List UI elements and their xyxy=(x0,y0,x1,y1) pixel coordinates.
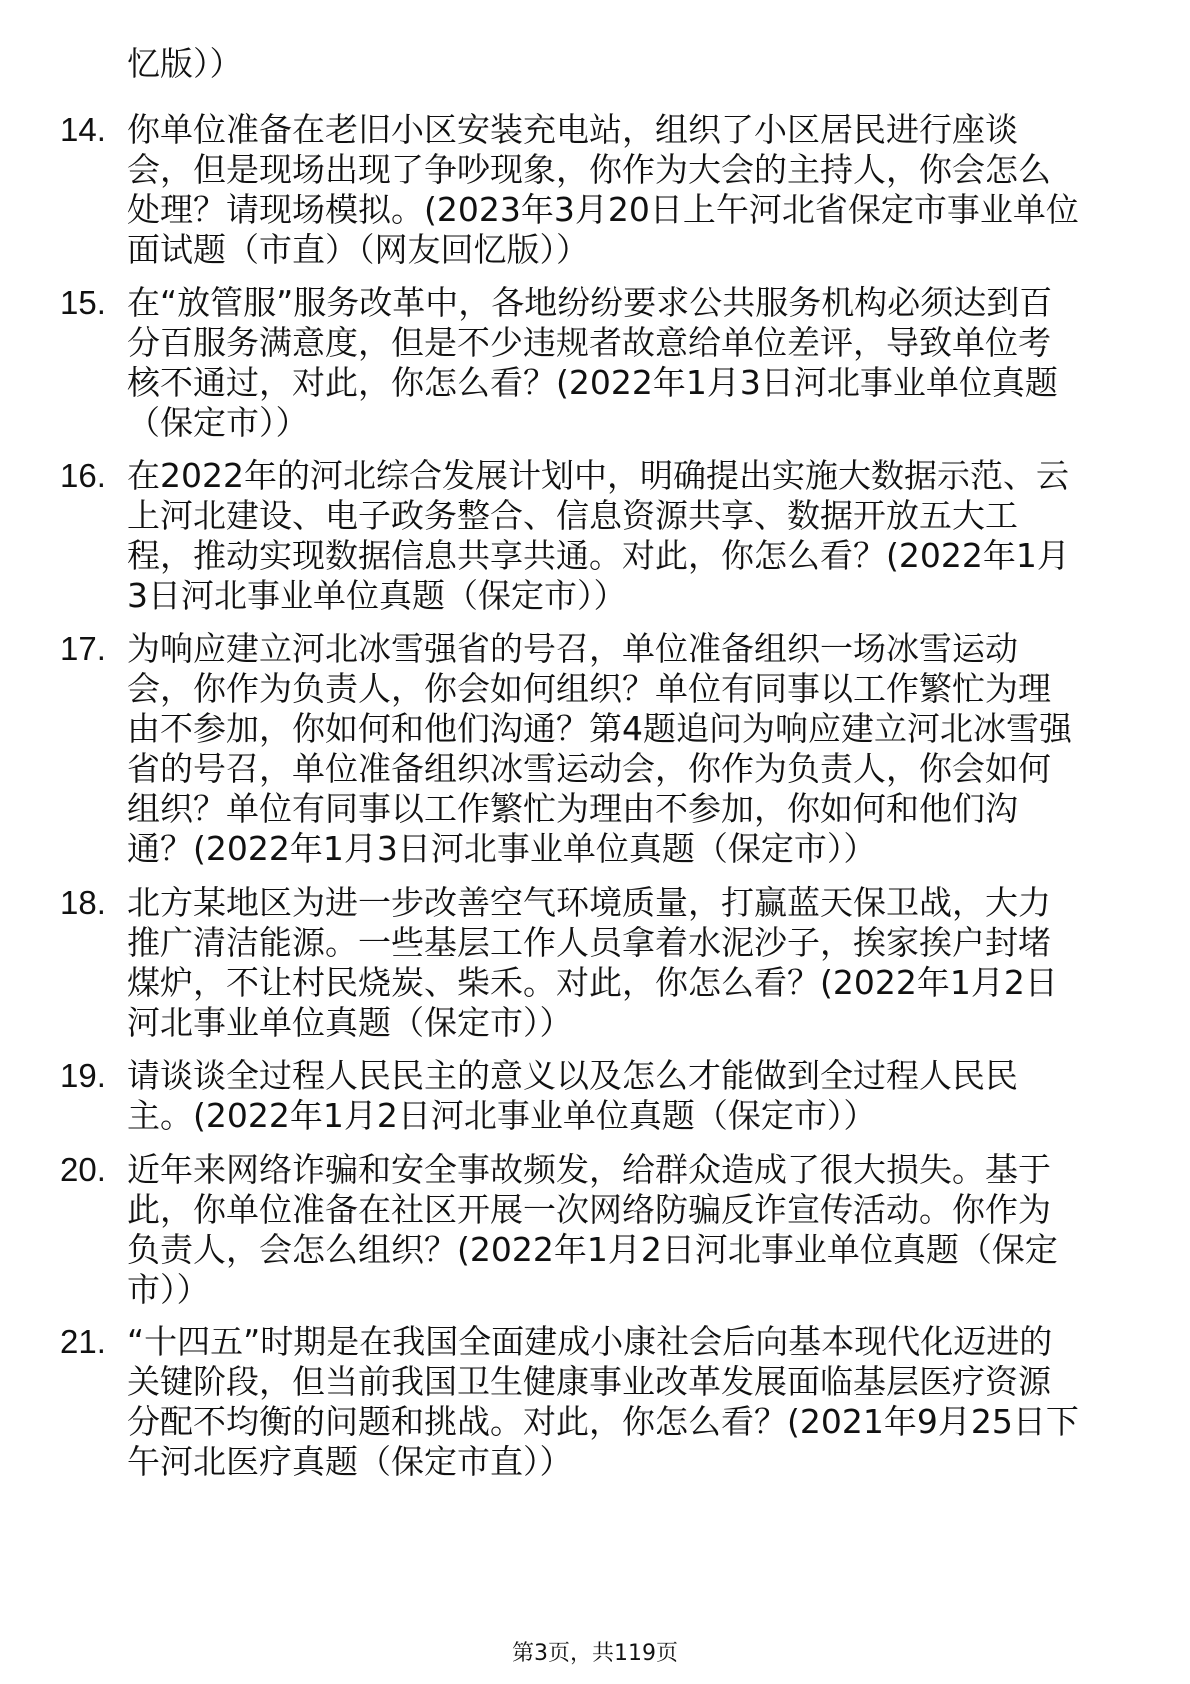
question-text: 你单位准备在老旧小区安装充电站，组织了小区居民进行座谈 会，但是现场出现了争吵现象，你作为大会的主持人，你会怎么 处理？请现场模拟。(2023年3月20日上午河北省保定市事业单位 面试题（市直）（网友回忆版）） xyxy=(127,110,1079,269)
question-number: 21. xyxy=(60,1323,106,1360)
question-text: 在2022年的河北综合发展计划中，明确提出实施大数据示范、云 上河北建设、电子政务整合、信息资源共享、数据开放五大工 程，推动实现数据信息共享共通。对此，你怎么看？(2022年1月 3日河北事业单位真题（保定市）） xyxy=(127,456,1070,615)
question-number: 14. xyxy=(60,111,106,148)
question-number: 18. xyxy=(60,884,106,921)
question-number: 20. xyxy=(60,1151,106,1188)
continuation-text: 忆版）） xyxy=(127,44,243,83)
question-text: 北方某地区为进一步改善空气环境质量，打赢蓝天保卫战，大力 推广清洁能源。一些基层工作人员拿着水泥沙子，挨家挨户封堵 煤炉，不让村民烧炭、柴禾。对此，你怎么看？(2022年1月2日 河北事业单位真题（保定市）） xyxy=(127,883,1058,1042)
question-number: 19. xyxy=(60,1057,106,1094)
question-number: 16. xyxy=(60,457,106,494)
question-number: 17. xyxy=(60,630,106,667)
question-text: 为响应建立河北冰雪强省的号召，单位准备组织一场冰雪运动 会，你作为负责人，你会如何组织？单位有同事以工作繁忙为理 由不参加，你如何和他们沟通？第4题追问为响应建立河北冰雪强 省的号召，单位准备组织冰雪运动会，你作为负责人，你会如何 组织？单位有同事以工作繁忙为理由不参加，你如何和他们沟 通？(2022年1月3日河北事业单位真题（保定市）） xyxy=(127,629,1072,868)
question-text: “十四五”时期是在我国全面建成小康社会后向基本现代化迈进的 关键阶段，但当前我国卫生健康事业改革发展面临基层医疗资源 分配不均衡的问题和挑战。对此，你怎么看？(2021年9月25日下 午河北医疗真题（保定市直）） xyxy=(127,1322,1079,1481)
question-text: 请谈谈全过程人民民主的意义以及怎么才能做到全过程人民民 主。(2022年1月2日河北事业单位真题（保定市）） xyxy=(127,1056,1018,1135)
page-footer: 第3页，共119页 xyxy=(512,1641,678,1666)
question-text: 在“放管服”服务改革中，各地纷纷要求公共服务机构必须达到百 分百服务满意度，但是不少违规者故意给单位差评，导致单位考 核不通过，对此，你怎么看？(2022年1月3日河北事业单位真题 （保定市）） xyxy=(127,283,1058,442)
question-text: 近年来网络诈骗和安全事故频发，给群众造成了很大损失。基于 此，你单位准备在社区开展一次网络防骗反诈宣传活动。你作为 负责人，会怎么组织？(2022年1月2日河北事业单位真题（保定 市）） xyxy=(127,1150,1058,1309)
question-number: 15. xyxy=(60,284,106,321)
